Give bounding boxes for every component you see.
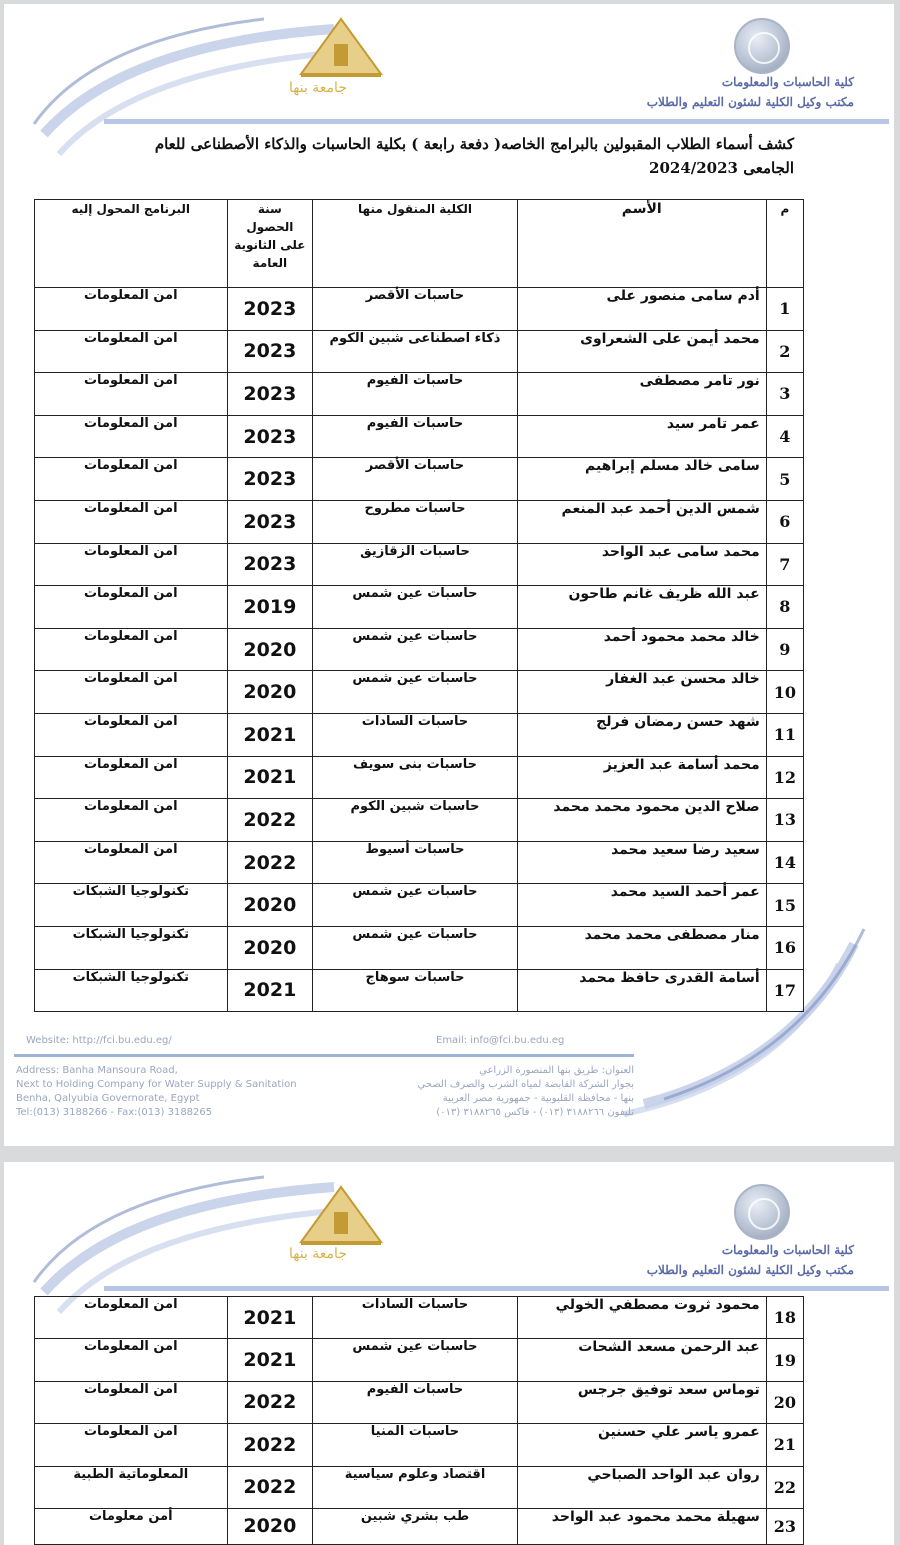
target-program: امن المعلومات [35, 288, 228, 331]
source-faculty: حاسبات عين شمس [313, 926, 518, 969]
graduation-year: 2021 [227, 969, 313, 1012]
graduation-year: 2021 [227, 1339, 313, 1381]
table-row [35, 1508, 804, 1544]
row-number: 19 [766, 1339, 803, 1381]
source-faculty: اقتصاد وعلوم سياسية [313, 1466, 518, 1508]
target-program: امن المعلومات [35, 756, 228, 799]
source-faculty: حاسبات عين شمس [313, 884, 518, 927]
title-line-1: كشف أسماء الطلاب المقبولين بالبرامج الخاصه( دفعة رابعة ) بكلية الحاسبات والذكاء الأصطناعى للعام [154, 135, 794, 153]
header-year: سنة الحصول على الثانوية العامة [227, 200, 313, 288]
student-name: شهد حسن رمضان فرلج [517, 713, 766, 756]
table-row [35, 671, 804, 714]
row-number: 7 [766, 543, 803, 586]
students-table [34, 199, 804, 1012]
source-faculty: حاسبات الفيوم [313, 373, 518, 416]
table-row [35, 500, 804, 543]
student-name: صلاح الدين محمود محمد محمد [517, 799, 766, 842]
source-faculty: حاسبات شبين الكوم [313, 799, 518, 842]
row-number: 20 [766, 1381, 803, 1423]
target-program: امن المعلومات [35, 1424, 228, 1466]
table-row [35, 1339, 804, 1381]
student-name: عبد الرحمن مسعد الشحات [517, 1339, 766, 1381]
source-faculty: حاسبات عين شمس [313, 1339, 518, 1381]
student-name: شمس الدين أحمد عبد المنعم [517, 500, 766, 543]
target-program: امن المعلومات [35, 1297, 228, 1339]
source-faculty: حاسبات الأقصر [313, 288, 518, 331]
row-number: 17 [766, 969, 803, 1012]
table-row [35, 969, 804, 1012]
student-name: سعيد رضا سعيد محمد [517, 841, 766, 884]
graduation-year: 2022 [227, 1381, 313, 1423]
document-page-1 [4, 4, 894, 1146]
title-line-2: الجامعى 2024/2023 [649, 159, 794, 177]
address-ar-line-3: بنها - محافظة القليوبية - جمهورية مصر العربية [442, 1093, 634, 1104]
document-page-2 [4, 1162, 894, 1545]
target-program: امن المعلومات [35, 586, 228, 629]
table-row [35, 415, 804, 458]
table-row [35, 458, 804, 501]
row-number: 1 [766, 288, 803, 331]
faculty-header-2 [647, 1240, 854, 1280]
student-name: محمد أيمن على الشعراوى [517, 330, 766, 373]
target-program: امن المعلومات [35, 841, 228, 884]
table-row [35, 841, 804, 884]
faculty-header [647, 72, 854, 112]
address-ar-line-2: بجوار الشركة القابضة لمياه الشرب والصرف الصحي [417, 1079, 634, 1090]
source-faculty: حاسبات المنيا [313, 1424, 518, 1466]
target-program: المعلوماتية الطبية [35, 1466, 228, 1508]
row-number: 5 [766, 458, 803, 501]
row-number: 22 [766, 1466, 803, 1508]
row-number: 13 [766, 799, 803, 842]
student-name: عمر تامر سيد [517, 415, 766, 458]
target-program: تكنولوجيا الشبكات [35, 969, 228, 1012]
university-name: جامعة بنها [289, 80, 347, 96]
table-row [35, 373, 804, 416]
student-name: سامى خالد مسلم إبراهيم [517, 458, 766, 501]
target-program: امن المعلومات [35, 1381, 228, 1423]
source-faculty: حاسبات الفيوم [313, 1381, 518, 1423]
address-line-1: Address: Banha Mansoura Road, [16, 1065, 178, 1076]
student-name: عمرو ياسر علي حسنين [517, 1424, 766, 1466]
source-faculty: حاسبات سوهاج [313, 969, 518, 1012]
source-faculty: حاسبات الأقصر [313, 458, 518, 501]
source-faculty: حاسبات عين شمس [313, 586, 518, 629]
graduation-year: 2022 [227, 799, 313, 842]
row-number: 10 [766, 671, 803, 714]
address-line-4: Tel:(013) 3188266 - Fax:(013) 3188265 [16, 1107, 213, 1118]
table-header-row [35, 200, 804, 288]
graduation-year: 2021 [227, 1297, 313, 1339]
target-program: أمن معلومات [35, 1508, 228, 1544]
source-faculty: حاسبات الفيوم [313, 415, 518, 458]
row-number: 11 [766, 713, 803, 756]
students-table-page2 [34, 1296, 804, 1545]
graduation-year: 2020 [227, 671, 313, 714]
student-name: منار مصطفى محمد محمد [517, 926, 766, 969]
source-faculty: حاسبات مطروح [313, 500, 518, 543]
table-row [35, 1381, 804, 1423]
graduation-year: 2023 [227, 543, 313, 586]
row-number: 23 [766, 1508, 803, 1544]
table-row [35, 1424, 804, 1466]
footer-website: Website: http://fci.bu.edu.eg/ [26, 1035, 172, 1046]
student-name: نور تامر مصطفى [517, 373, 766, 416]
target-program: امن المعلومات [35, 543, 228, 586]
graduation-year: 2019 [227, 586, 313, 629]
office-name: مكتب وكيل الكلية لشئون التعليم والطلاب [646, 95, 854, 109]
address-ar-line-1: العنوان: طريق بنها المنصورة الزراعي [479, 1065, 634, 1076]
header-divider-2 [104, 1286, 889, 1291]
target-program: امن المعلومات [35, 373, 228, 416]
table-row [35, 713, 804, 756]
target-program: امن المعلومات [35, 500, 228, 543]
table-row [35, 1466, 804, 1508]
address-line-3: Benha, Qalyubia Governorate, Egypt [16, 1093, 200, 1104]
source-faculty: طب بشري شبين [313, 1508, 518, 1544]
source-faculty: حاسبات عين شمس [313, 671, 518, 714]
graduation-year: 2022 [227, 1424, 313, 1466]
address-line-2: Next to Holding Company for Water Supply & Sanitation [16, 1079, 297, 1090]
row-number: 9 [766, 628, 803, 671]
graduation-year: 2020 [227, 1508, 313, 1544]
footer-address-ar [374, 1064, 634, 1120]
address-ar-line-4: تليفون ٣١٨٨٢٦٦ (٠١٣) - فاكس ٣١٨٨٢٦٥ (٠١٣) [436, 1107, 634, 1118]
table-row [35, 288, 804, 331]
target-program: امن المعلومات [35, 671, 228, 714]
target-program: امن المعلومات [35, 628, 228, 671]
student-name: محمد أسامة عبد العزيز [517, 756, 766, 799]
row-number: 2 [766, 330, 803, 373]
target-program: امن المعلومات [35, 330, 228, 373]
faculty-seal-logo-2 [734, 1184, 790, 1240]
row-number: 4 [766, 415, 803, 458]
graduation-year: 2020 [227, 926, 313, 969]
graduation-year: 2023 [227, 288, 313, 331]
graduation-year: 2023 [227, 373, 313, 416]
row-number: 14 [766, 841, 803, 884]
table-row [35, 586, 804, 629]
university-name-2: جامعة بنها [289, 1246, 347, 1262]
header-num: م [766, 200, 803, 288]
row-number: 18 [766, 1297, 803, 1339]
student-name: خالد محمد محمود أحمد [517, 628, 766, 671]
graduation-year: 2021 [227, 756, 313, 799]
table-row [35, 1297, 804, 1339]
source-faculty: حاسبات بنى سويف [313, 756, 518, 799]
faculty-name: كلية الحاسبات والمعلومات [721, 75, 854, 89]
table-row [35, 330, 804, 373]
graduation-year: 2020 [227, 628, 313, 671]
graduation-year: 2022 [227, 1466, 313, 1508]
office-name-2: مكتب وكيل الكلية لشئون التعليم والطلاب [646, 1263, 854, 1277]
student-name: عمر أحمد السيد محمد [517, 884, 766, 927]
student-name: روان عبد الواحد الصباحي [517, 1466, 766, 1508]
row-number: 6 [766, 500, 803, 543]
header-faculty: الكلية المنقول منها [313, 200, 518, 288]
graduation-year: 2020 [227, 884, 313, 927]
source-faculty: حاسبات السادات [313, 1297, 518, 1339]
student-name: خالد محسن عبد الغفار [517, 671, 766, 714]
row-number: 21 [766, 1424, 803, 1466]
graduation-year: 2023 [227, 415, 313, 458]
table-row [35, 756, 804, 799]
row-number: 12 [766, 756, 803, 799]
table-body [35, 288, 804, 1012]
source-faculty: حاسبات عين شمس [313, 628, 518, 671]
table-row [35, 884, 804, 927]
footer-address-en [16, 1064, 297, 1120]
table-row [35, 799, 804, 842]
footer-email: Email: info@fci.bu.edu.eg [436, 1035, 565, 1046]
source-faculty: ذكاء اصطناعى شبين الكوم [313, 330, 518, 373]
table-row [35, 926, 804, 969]
graduation-year: 2023 [227, 458, 313, 501]
student-name: محمد سامى عبد الواحد [517, 543, 766, 586]
student-name: توماس سعد توفيق جرجس [517, 1381, 766, 1423]
row-number: 3 [766, 373, 803, 416]
target-program: امن المعلومات [35, 713, 228, 756]
target-program: تكنولوجيا الشبكات [35, 926, 228, 969]
table-row [35, 543, 804, 586]
footer-divider [14, 1054, 634, 1057]
student-name: محمود ثروت مصطفي الخولي [517, 1297, 766, 1339]
target-program: امن المعلومات [35, 799, 228, 842]
table-body-2 [35, 1297, 804, 1545]
student-name: أسامة القدرى حافظ محمد [517, 969, 766, 1012]
source-faculty: حاسبات أسيوط [313, 841, 518, 884]
row-number: 16 [766, 926, 803, 969]
student-name: أدم سامى منصور على [517, 288, 766, 331]
target-program: امن المعلومات [35, 458, 228, 501]
target-program: امن المعلومات [35, 1339, 228, 1381]
target-program: تكنولوجيا الشبكات [35, 884, 228, 927]
header-name: الأسم [517, 200, 766, 288]
source-faculty: حاسبات الزقازيق [313, 543, 518, 586]
row-number: 8 [766, 586, 803, 629]
graduation-year: 2022 [227, 841, 313, 884]
graduation-year: 2023 [227, 330, 313, 373]
graduation-year: 2023 [227, 500, 313, 543]
student-name: سهيلة محمد محمود عبد الواحد [517, 1508, 766, 1544]
student-name: عبد الله ظريف غانم طاحون [517, 586, 766, 629]
faculty-seal-logo [734, 18, 790, 74]
table-row [35, 628, 804, 671]
header-divider [104, 119, 889, 124]
row-number: 15 [766, 884, 803, 927]
target-program: امن المعلومات [35, 415, 228, 458]
document-title [104, 132, 794, 180]
faculty-name-2: كلية الحاسبات والمعلومات [721, 1243, 854, 1257]
graduation-year: 2021 [227, 713, 313, 756]
header-program: البرنامج المحول إليه [35, 200, 228, 288]
source-faculty: حاسبات السادات [313, 713, 518, 756]
